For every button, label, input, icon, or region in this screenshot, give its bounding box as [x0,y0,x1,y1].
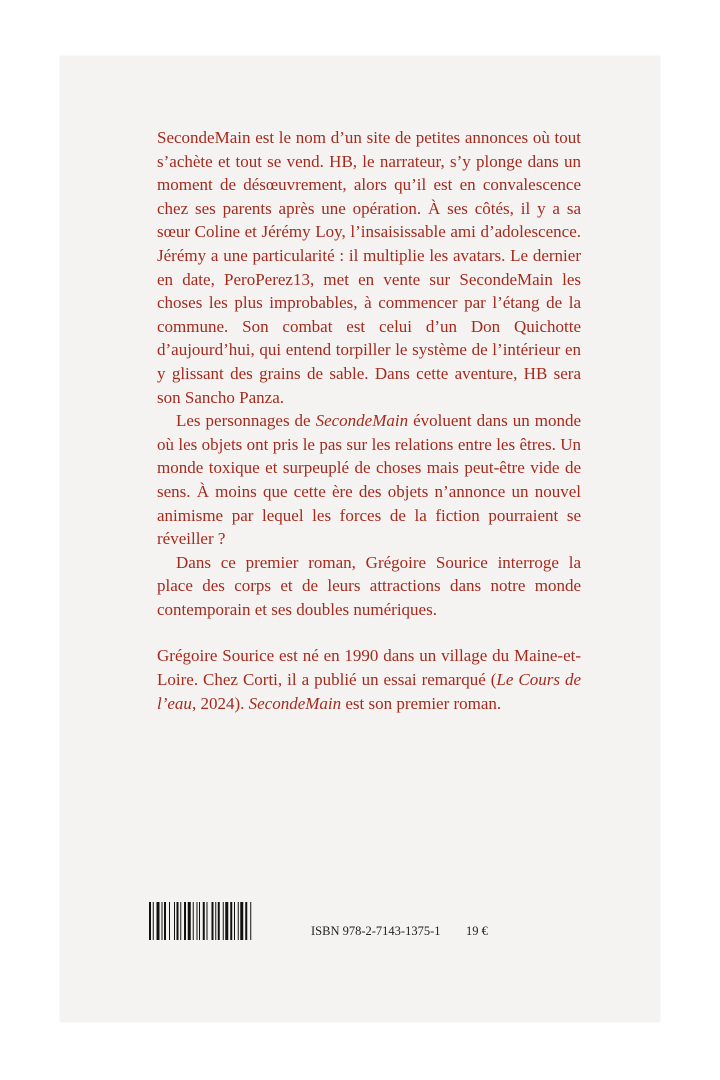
back-cover [60,56,660,1022]
barcode-bar [174,902,175,940]
bio-end: est son premier roman. [341,693,502,713]
barcode-bar [203,902,205,940]
author-bio [157,644,581,715]
barcode-bar [184,902,186,940]
blurb-text [157,126,581,715]
barcode-bar [212,902,214,940]
price: 19 € [466,924,488,938]
novel-title-italic: SecondeMain [315,411,409,431]
barcode-bar [215,902,216,940]
barcode-bar [230,902,232,940]
blurb-paragraph-2 [157,409,581,551]
novel-title-italic-bio: SecondeMain [248,693,342,713]
barcode-bar [164,902,166,940]
isbn-number: ISBN 978-2-7143-1375-1 [311,924,441,938]
barcode-bar [250,902,251,940]
barcode-bar [245,902,247,940]
barcode-bar [157,902,160,940]
barcode-bar [207,902,208,940]
barcode-bar [169,902,170,940]
barcode-bar [225,902,228,940]
barcode-bar [193,902,194,940]
barcode-bar [240,902,243,940]
bio-lead: Grégoire Sourice est né en 1990 dans un village du Maine-et-Loire. Chez Corti, il a publié un essai remarqué ( [157,646,581,690]
p2-lead: Les personnages de [176,411,316,431]
barcode [149,902,287,940]
barcode-bar [238,902,239,940]
barcode-bar [234,902,235,940]
bio-middle: , 2024). [191,693,249,713]
barcode-bar [199,902,200,940]
blurb-paragraph-3: Dans ce premier roman, Grégoire Sourice interroge la place des corps et de leurs attractions dans notre monde contemporain et ses doubles numériques. [157,552,581,619]
barcode-bar [149,902,151,940]
p2-rest: évoluent dans un monde où les objets ont pris le pas sur les relations entre les êtres. Un monde toxique et surpeuplé de choses mais peut-être vide de sens. À moins que cette ère des objets n’annonce un nouvel animisme par lequel les forces de la fiction pourraient se réveiller ? [157,411,582,549]
barcode-bar [188,902,191,940]
barcode-bar [223,902,224,940]
barcode-bar [177,902,179,940]
barcode-bar [197,902,198,940]
barcode-bar [153,902,154,940]
essay-title-italic: Le Cours de l’eau [157,670,582,713]
barcode-bar [180,902,181,940]
barcode-bar [218,902,220,940]
barcode-bar [162,902,163,940]
blurb-paragraph-1: SecondeMain est le nom d’un site de petites annonces où tout s’achète et tout se vend. HB, le narrateur, s’y plonge dans un moment de désœuvrement, alors qu’il est en convalescence chez ses parents après une opération. À ses côtés, il y a sa sœur Coline et Jérémy Loy, l’insaisissable ami d’adolescence. Jérémy a une particularité : il multiplie les avatars. Le dernier en date, PeroPerez13, met en vente sur SecondeMain les choses les plus improbables, à commencer par l’étang de la commune. Son combat est celui d’un Don Quichotte d’aujourd’hui, qui entend torpiller le système de l’intérieur en y glissant des grains de sable. Dans cette aventure, HB sera son Sancho Panza. [157,128,581,407]
